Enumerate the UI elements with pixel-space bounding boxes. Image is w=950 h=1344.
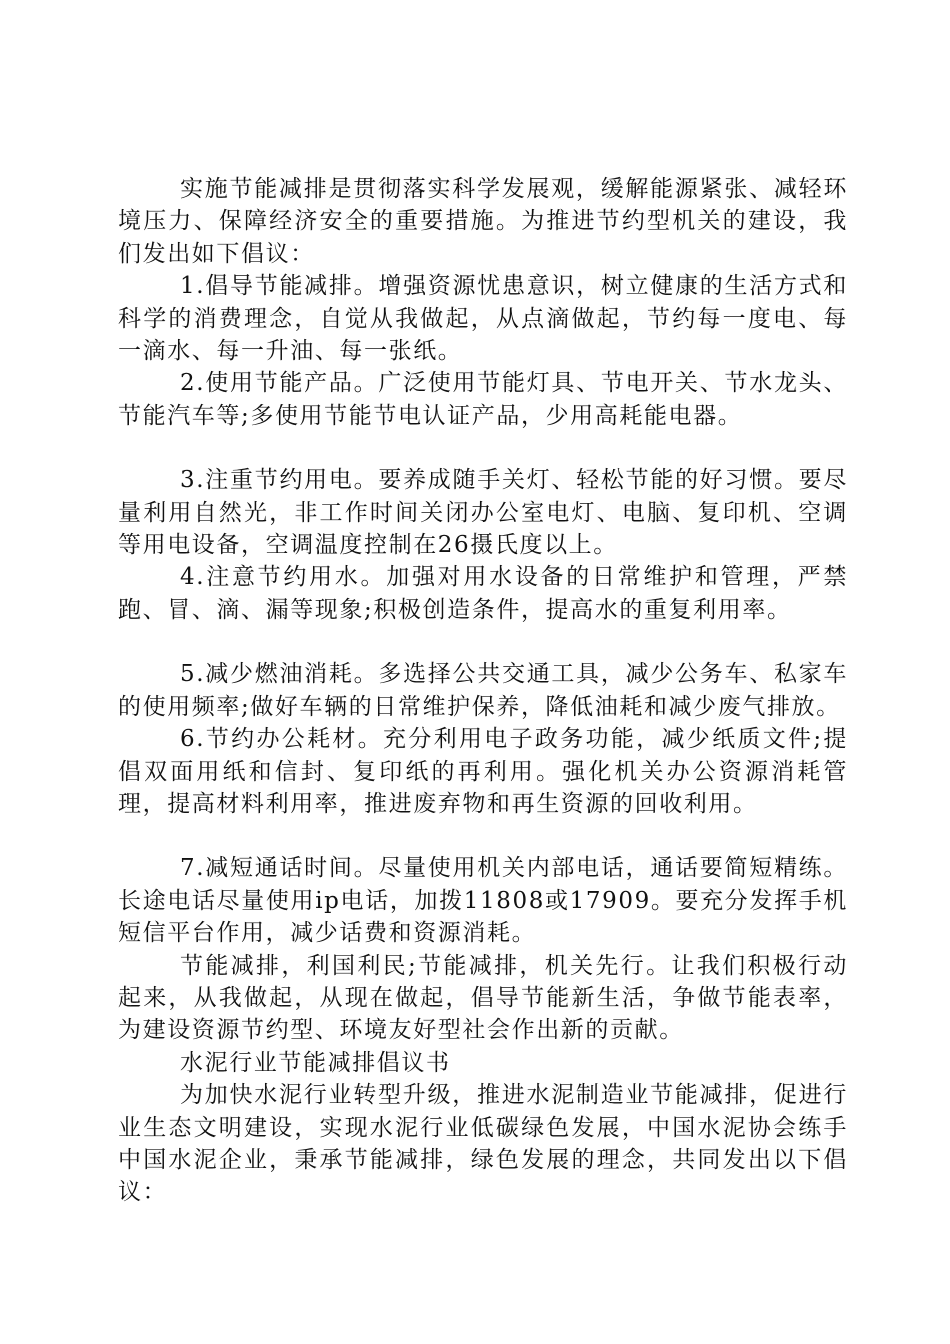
item-5-paragraph: 5.减少燃油消耗。多选择公共交通工具，减少公务车、私家车的使用频率;做好车辆的日常维护保养，降低油耗和减少废气排放。 bbox=[118, 661, 848, 720]
item-6-paragraph: 6.节约办公耗材。充分利用电子政务功能，减少纸质文件;提倡双面用纸和信封、复印纸的再利用。强化机关办公资源消耗管理，提高材料利用率，推进废弃物和再生资源的回收利用。 bbox=[118, 726, 848, 817]
paragraph-spacer bbox=[118, 626, 848, 658]
paragraph-spacer bbox=[118, 432, 848, 464]
paragraph-spacer bbox=[118, 820, 848, 852]
second-intro-paragraph: 为加快水泥行业转型升级，推进水泥制造业节能减排，促进行业生态文明建设，实现水泥行业低碳绿色发展，中国水泥协会练手中国水泥企业，秉承节能减排，绿色发展的理念，共同发出以下倡议： bbox=[118, 1082, 848, 1206]
second-document-title: 水泥行业节能减排倡议书 bbox=[180, 1049, 451, 1076]
item-2-paragraph: 2.使用节能产品。广泛使用节能灯具、节电开关、节水龙头、节能汽车等;多使用节能节电认证产品，少用高耗能电器。 bbox=[118, 370, 848, 429]
item-3-paragraph: 3.注重节约用电。要养成随手关灯、轻松节能的好习惯。要尽量利用自然光，非工作时间关闭办公室电灯、电脑、复印机、空调等用电设备，空调温度控制在26摄氏度以上。 bbox=[118, 467, 848, 559]
item-4-paragraph: 4.注意节约用水。加强对用水设备的日常维护和管理，严禁跑、冒、滴、漏等现象;积极创造条件，提高水的重复利用率。 bbox=[118, 564, 848, 623]
intro-paragraph: 实施节能减排是贯彻落实科学发展观，缓解能源紧张、减轻环境压力、保障经济安全的重要措施。为推进节约型机关的建设，我们发出如下倡议： bbox=[118, 176, 848, 267]
item-1-paragraph: 1.倡导节能减排。增强资源忧患意识，树立健康的生活方式和科学的消费理念，自觉从我做起，从点滴做起，节约每一度电、每一滴水、每一升油、每一张纸。 bbox=[118, 273, 848, 365]
item-7-paragraph: 7.减短通话时间。尽量使用机关内部电话，通话要简短精练。长途电话尽量使用ip电话，加拨11808或17909。要充分发挥手机短信平台作用，减少话费和资源消耗。 bbox=[118, 855, 848, 947]
closing-paragraph: 节能减排，利国利民;节能减排，机关先行。让我们积极行动起来，从我做起，从现在做起，倡导节能新生活，争做节能表率，为建设资源节约型、环境友好型社会作出新的贡献。 bbox=[118, 952, 848, 1044]
document-body bbox=[118, 173, 848, 1209]
